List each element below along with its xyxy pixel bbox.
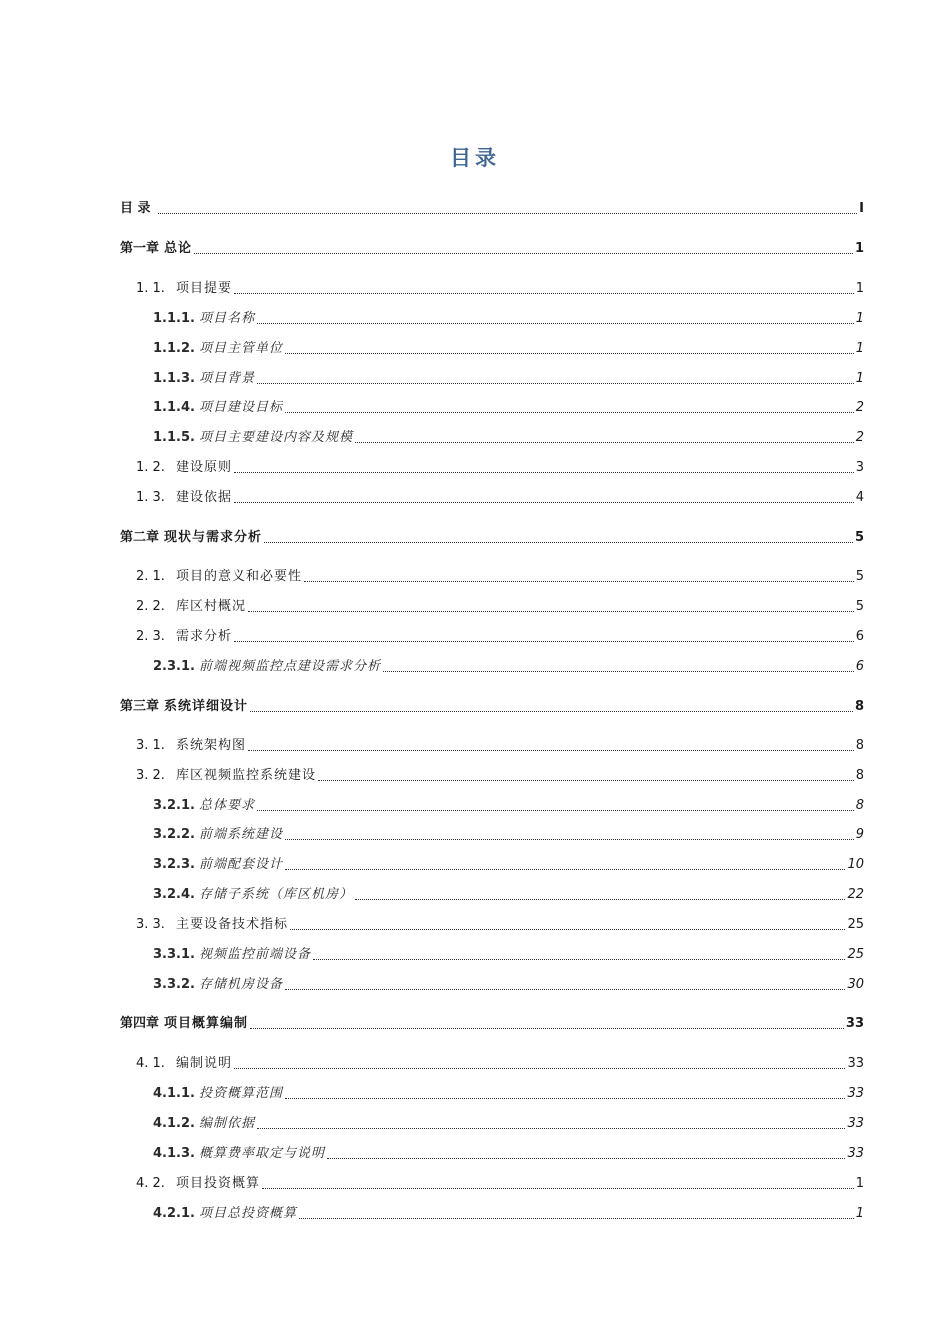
toc-entry-number: 1.1.5. bbox=[153, 430, 195, 445]
toc-entry[interactable] bbox=[153, 1203, 864, 1223]
toc-page-number: I bbox=[859, 201, 864, 216]
toc-leader-dots bbox=[313, 959, 845, 960]
toc-entry-title: 编制说明 bbox=[176, 1056, 233, 1071]
toc-entry[interactable] bbox=[120, 1013, 864, 1033]
toc-entry[interactable] bbox=[120, 696, 864, 716]
toc-leader-dots bbox=[234, 1068, 845, 1069]
toc-entry-title: 系统详细设计 bbox=[164, 699, 249, 714]
toc-entry-number: 1.1.1. bbox=[153, 311, 195, 326]
toc-leader-dots bbox=[248, 611, 854, 612]
toc-entry-number: 3. 3. bbox=[136, 917, 165, 932]
toc-leader-dots bbox=[285, 1098, 845, 1099]
toc-page-number: 5 bbox=[855, 569, 864, 584]
toc-entry-title: 项目总投资概算 bbox=[198, 1206, 297, 1221]
toc-entry-number: 4.2.1. bbox=[153, 1206, 195, 1221]
toc-leader-dots bbox=[234, 641, 854, 642]
toc-page-number: 4 bbox=[855, 490, 864, 505]
toc-entry[interactable] bbox=[153, 427, 864, 447]
toc-leader-dots bbox=[257, 810, 854, 811]
toc-entry-title: 概算费率取定与说明 bbox=[198, 1146, 325, 1161]
toc-entry-title: 库区视频监控系统建设 bbox=[176, 768, 317, 783]
toc-entry-title: 库区村概况 bbox=[176, 599, 247, 614]
toc-page-number: 33 bbox=[847, 1056, 864, 1071]
toc-entry[interactable] bbox=[136, 1173, 864, 1193]
toc-page-number: 8 bbox=[854, 699, 864, 714]
toc-entry[interactable] bbox=[136, 457, 864, 477]
toc-entry-title: 存储子系统（库区机房） bbox=[198, 887, 353, 902]
toc-leader-dots bbox=[285, 869, 845, 870]
toc-entry[interactable] bbox=[153, 368, 864, 388]
toc-entry[interactable] bbox=[120, 198, 864, 218]
toc-entry[interactable] bbox=[153, 1143, 864, 1163]
toc-leader-dots bbox=[264, 542, 853, 543]
toc-entry-title: 投资概算范围 bbox=[198, 1086, 283, 1101]
toc-leader-dots bbox=[290, 929, 845, 930]
toc-leader-dots bbox=[285, 353, 854, 354]
toc-entry-number: 2. 2. bbox=[136, 599, 165, 614]
toc-entry-number: 4.1.2. bbox=[153, 1116, 195, 1131]
toc-page-number: 8 bbox=[855, 798, 864, 813]
toc-entry[interactable] bbox=[153, 795, 864, 815]
toc-entry[interactable] bbox=[136, 765, 864, 785]
toc-leader-dots bbox=[250, 711, 853, 712]
toc-entry-number: 4.1.3. bbox=[153, 1146, 195, 1161]
toc-page-number: 30 bbox=[847, 977, 864, 992]
toc-entry-title: 项目投资概算 bbox=[176, 1176, 261, 1191]
toc-entry-number: 2.3.1. bbox=[153, 659, 195, 674]
toc-entry[interactable] bbox=[136, 278, 864, 298]
toc-leader-dots bbox=[318, 780, 854, 781]
toc-page-number: 6 bbox=[855, 629, 864, 644]
toc-entry[interactable] bbox=[120, 527, 864, 547]
toc-page-number: 1 bbox=[855, 281, 864, 296]
toc-entry-number: 4. 1. bbox=[136, 1056, 165, 1071]
toc-page-number: 1 bbox=[854, 241, 864, 256]
toc-entry[interactable] bbox=[153, 854, 864, 874]
toc-entry-number: 第四章 bbox=[120, 1016, 160, 1031]
toc-entry[interactable] bbox=[153, 397, 864, 417]
toc-entry[interactable] bbox=[136, 735, 864, 755]
toc-leader-dots bbox=[250, 1028, 844, 1029]
toc-entry-number: 3.3.2. bbox=[153, 977, 195, 992]
toc-leader-dots bbox=[262, 1188, 854, 1189]
toc-page-number: 33 bbox=[847, 1146, 864, 1161]
toc-entry-title: 存储机房设备 bbox=[198, 977, 283, 992]
toc-page-number: 1 bbox=[855, 1206, 864, 1221]
toc-entry[interactable] bbox=[136, 1053, 864, 1073]
toc-page-number: 1 bbox=[855, 341, 864, 356]
toc-entry-number: 2. 3. bbox=[136, 629, 165, 644]
toc-leader-dots bbox=[285, 412, 854, 413]
toc-entry-number: 1. 3. bbox=[136, 490, 165, 505]
toc-page-number: 1 bbox=[855, 371, 864, 386]
toc-entry[interactable] bbox=[120, 238, 864, 258]
toc-entry-title: 项目名称 bbox=[198, 311, 255, 326]
toc-page-number: 25 bbox=[847, 917, 864, 932]
toc-entry-number: 3.2.2. bbox=[153, 827, 195, 842]
toc-entry[interactable] bbox=[136, 566, 864, 586]
toc-leader-dots bbox=[194, 253, 853, 254]
toc-entry-title: 项目的意义和必要性 bbox=[176, 569, 303, 584]
toc-entry[interactable] bbox=[153, 884, 864, 904]
toc-leader-dots bbox=[234, 472, 854, 473]
toc-entry[interactable] bbox=[136, 487, 864, 507]
toc-entry[interactable] bbox=[136, 626, 864, 646]
toc-entry-title: 现状与需求分析 bbox=[164, 530, 263, 545]
toc-page-number: 10 bbox=[847, 857, 864, 872]
toc-entry-title: 编制依据 bbox=[198, 1116, 255, 1131]
toc-entry-number: 第一章 bbox=[120, 241, 160, 256]
toc-leader-dots bbox=[158, 213, 858, 214]
toc-entry[interactable] bbox=[136, 596, 864, 616]
toc-entry-title: 项目主管单位 bbox=[198, 341, 283, 356]
toc-entry-title: 前端系统建设 bbox=[198, 827, 283, 842]
toc-leader-dots bbox=[285, 839, 854, 840]
toc-entry[interactable] bbox=[153, 1113, 864, 1133]
toc-entry[interactable] bbox=[153, 1083, 864, 1103]
toc-entry-title: 主要设备技术指标 bbox=[176, 917, 289, 932]
toc-entry-title: 视频监控前端设备 bbox=[198, 947, 311, 962]
toc-page-number: 33 bbox=[847, 1116, 864, 1131]
toc-leader-dots bbox=[285, 989, 845, 990]
toc-entry-number: 3. 1. bbox=[136, 738, 165, 753]
toc-page-number: 8 bbox=[855, 768, 864, 783]
toc-leader-dots bbox=[257, 1128, 845, 1129]
toc-entry-title: 项目主要建设内容及规模 bbox=[198, 430, 353, 445]
toc-entry-number: 第三章 bbox=[120, 699, 160, 714]
toc-entry-number: 3.2.4. bbox=[153, 887, 195, 902]
toc-entry-number: 1.1.4. bbox=[153, 400, 195, 415]
toc-page-number: 1 bbox=[855, 311, 864, 326]
toc-entry-number: 1. 2. bbox=[136, 460, 165, 475]
toc-page-number: 22 bbox=[847, 887, 864, 902]
toc-entry-number: 3.2.3. bbox=[153, 857, 195, 872]
toc-entry-number: 第二章 bbox=[120, 530, 160, 545]
toc-page-number: 2 bbox=[855, 430, 864, 445]
toc-entry-title: 项目背景 bbox=[198, 371, 255, 386]
toc-entry-title: 建设原则 bbox=[176, 460, 233, 475]
toc-leader-dots bbox=[234, 293, 854, 294]
toc-leader-dots bbox=[327, 1158, 845, 1159]
toc-page-number: 8 bbox=[855, 738, 864, 753]
toc-leader-dots bbox=[299, 1218, 854, 1219]
toc-entry-number: 3.3.1. bbox=[153, 947, 195, 962]
toc-entry-number: 目 录 bbox=[120, 201, 151, 216]
toc-page-number: 1 bbox=[855, 1176, 864, 1191]
toc-entry-number: 1. 1. bbox=[136, 281, 165, 296]
toc-entry-number: 4. 2. bbox=[136, 1176, 165, 1191]
toc-entry-title: 需求分析 bbox=[176, 629, 233, 644]
toc-page-number: 33 bbox=[847, 1086, 864, 1101]
toc-entry[interactable] bbox=[153, 974, 864, 994]
toc-page-number: 9 bbox=[855, 827, 864, 842]
toc-leader-dots bbox=[257, 323, 854, 324]
toc-entry-number: 1.1.2. bbox=[153, 341, 195, 356]
toc-page-number: 5 bbox=[855, 599, 864, 614]
toc-page-number: 3 bbox=[855, 460, 864, 475]
toc-entry-title: 总论 bbox=[164, 241, 193, 256]
toc-page-number: 25 bbox=[847, 947, 864, 962]
toc-entry-title: 项目提要 bbox=[176, 281, 233, 296]
toc-leader-dots bbox=[248, 750, 854, 751]
toc-entry-title: 系统架构图 bbox=[176, 738, 247, 753]
toc-entry[interactable] bbox=[136, 914, 864, 934]
toc-entry-number: 2. 1. bbox=[136, 569, 165, 584]
toc-entry-number: 4.1.1. bbox=[153, 1086, 195, 1101]
page-title: 目录 bbox=[450, 146, 500, 170]
toc-page-number: 5 bbox=[854, 530, 864, 545]
toc-leader-dots bbox=[355, 442, 854, 443]
toc-entry[interactable] bbox=[153, 338, 864, 358]
toc-entry-number: 3.2.1. bbox=[153, 798, 195, 813]
toc-leader-dots bbox=[234, 502, 854, 503]
toc-entry-number: 3. 2. bbox=[136, 768, 165, 783]
toc-entry-number: 1.1.3. bbox=[153, 371, 195, 386]
toc-page-number: 6 bbox=[855, 659, 864, 674]
toc-page-number: 33 bbox=[845, 1016, 864, 1031]
toc-entry[interactable] bbox=[153, 308, 864, 328]
toc-entry[interactable] bbox=[153, 824, 864, 844]
toc-entry[interactable] bbox=[153, 656, 864, 676]
toc-page-number: 2 bbox=[855, 400, 864, 415]
toc-leader-dots bbox=[383, 671, 854, 672]
toc-leader-dots bbox=[355, 899, 845, 900]
toc-entry-title: 前端配套设计 bbox=[198, 857, 283, 872]
toc-leader-dots bbox=[304, 581, 854, 582]
toc-entry-title: 项目建设目标 bbox=[198, 400, 283, 415]
toc-entry-title: 前端视频监控点建设需求分析 bbox=[198, 659, 381, 674]
toc-entry-title: 建设依据 bbox=[176, 490, 233, 505]
toc-entry[interactable] bbox=[153, 944, 864, 964]
toc-entry-title: 项目概算编制 bbox=[164, 1016, 249, 1031]
toc-entry-title: 总体要求 bbox=[198, 798, 255, 813]
toc-leader-dots bbox=[257, 383, 854, 384]
